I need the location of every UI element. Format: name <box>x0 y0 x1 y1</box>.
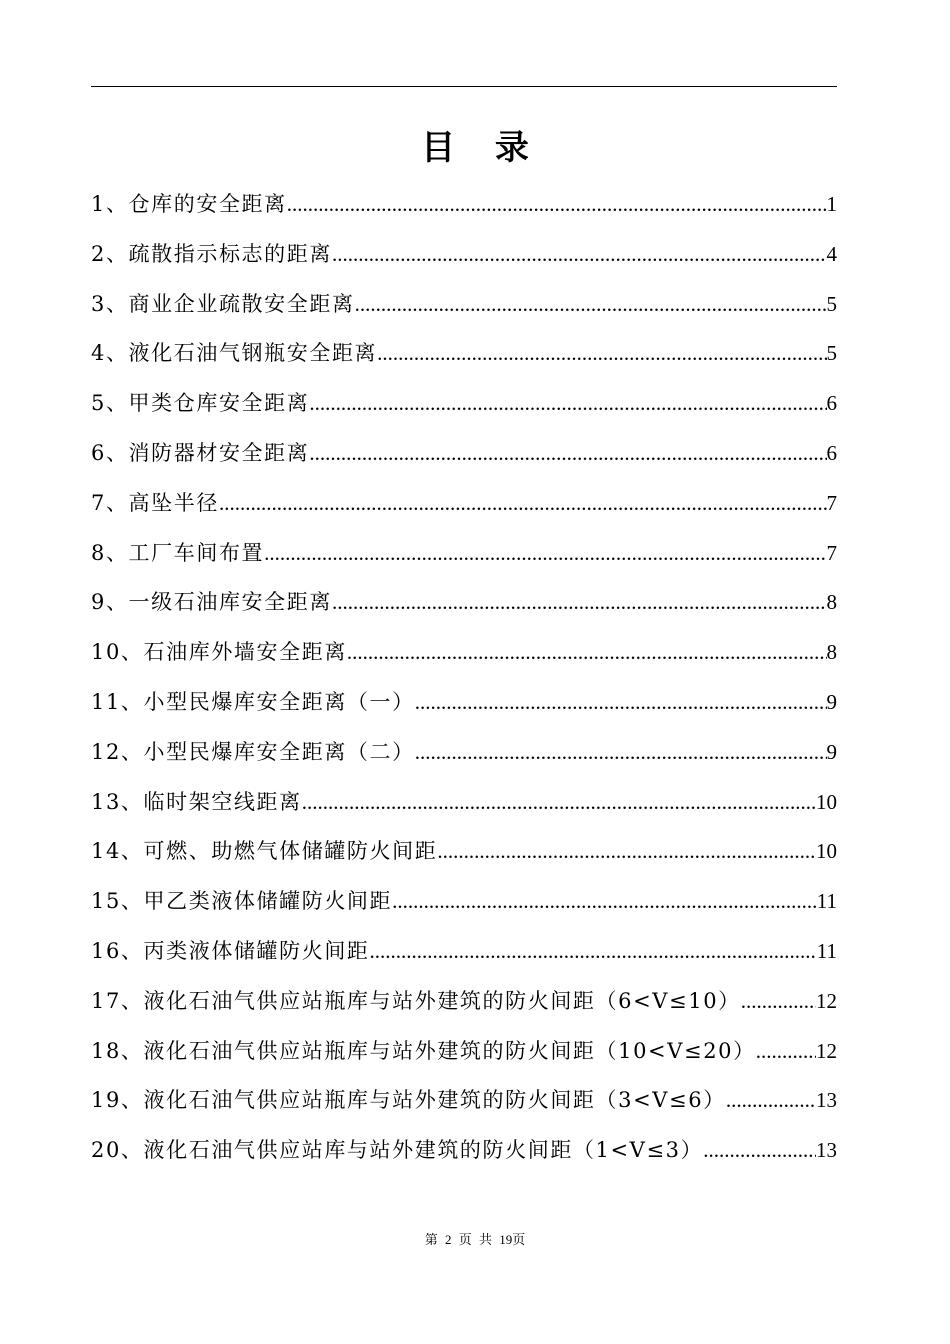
toc-dot-leader <box>302 778 816 828</box>
toc-entry-text: 11、小型民爆库安全距离（一） <box>91 689 415 714</box>
toc-entry[interactable] <box>91 628 837 678</box>
toc-entry-text: 10、石油库外墙安全距离 <box>91 640 347 665</box>
toc-dot-leader <box>264 529 826 579</box>
toc-dot-leader <box>756 1027 816 1077</box>
toc-entry-text: 20、液化石油气供应站库与站外建筑的防火间距（1<V≤3） <box>91 1138 704 1163</box>
toc-entry-text: 6、消防器材安全距离 <box>91 440 310 465</box>
toc-entry-text: 8、工厂车间布置 <box>91 540 265 565</box>
toc-dot-leader <box>415 678 827 728</box>
toc-entry-page: 9 <box>826 689 837 714</box>
toc-entry-page: 6 <box>826 391 837 416</box>
toc-entry-page: 13 <box>816 1088 837 1113</box>
toc-entry-page: 10 <box>816 789 837 814</box>
toc-entry-page: 12 <box>816 988 837 1013</box>
toc-entry-text: 9、一级石油库安全距离 <box>91 590 332 615</box>
toc-entry-text: 14、可燃、助燃气体储罐防火间距 <box>91 839 438 864</box>
toc-entry[interactable] <box>91 280 837 330</box>
toc-entry-text: 15、甲乙类液体储罐防火间距 <box>91 889 393 914</box>
toc-entry-page: 8 <box>826 640 837 665</box>
toc-entry[interactable] <box>91 479 837 529</box>
toc-entry[interactable] <box>91 1126 837 1176</box>
toc-entry-page: 8 <box>826 590 837 615</box>
toc-entry-text: 18、液化石油气供应站瓶库与站外建筑的防火间距（10<V≤20） <box>91 1038 756 1063</box>
toc-entry[interactable] <box>91 1076 837 1126</box>
toc-entry-text: 7、高坠半径 <box>91 490 219 515</box>
toc-dot-leader <box>415 728 827 778</box>
toc-entry[interactable] <box>91 728 837 778</box>
toc-entry-page: 1 <box>826 192 837 216</box>
toc-entry[interactable] <box>91 578 837 628</box>
toc-entry[interactable] <box>91 877 837 927</box>
toc-entry-text: 4、液化石油气钢瓶安全距离 <box>91 341 378 366</box>
toc-dot-leader <box>741 977 816 1027</box>
toc-entry-page: 10 <box>816 839 837 864</box>
toc-entry-page: 12 <box>816 1038 837 1063</box>
toc-entry[interactable] <box>91 827 837 877</box>
toc-entry-text: 19、液化石油气供应站瓶库与站外建筑的防火间距（3<V≤6） <box>91 1088 726 1113</box>
toc-entry-page: 4 <box>826 241 837 266</box>
toc-entry-page: 11 <box>816 938 837 963</box>
toc-entry-text: 1、仓库的安全距离 <box>91 192 287 216</box>
toc-dot-leader <box>437 827 816 877</box>
toc-entry[interactable] <box>91 1027 837 1077</box>
toc-entry-page: 9 <box>826 739 837 764</box>
toc-entry-page: 5 <box>826 291 837 316</box>
toc-dot-leader <box>703 1126 816 1176</box>
toc-entry[interactable] <box>91 778 837 828</box>
toc-entry-text: 2、疏散指示标志的距离 <box>91 241 332 266</box>
toc-title: 目 录 <box>421 128 543 168</box>
toc-entry-text: 3、商业企业疏散安全距离 <box>91 291 355 316</box>
toc-entry[interactable] <box>91 529 837 579</box>
toc-list <box>91 180 837 1176</box>
toc-entry[interactable] <box>91 678 837 728</box>
toc-entry-text: 16、丙类液体储罐防火间距 <box>91 938 370 963</box>
toc-dot-leader <box>377 329 826 379</box>
header-rule <box>91 86 837 87</box>
toc-dot-leader <box>309 379 826 429</box>
toc-dot-leader <box>726 1076 816 1126</box>
toc-entry[interactable] <box>91 977 837 1027</box>
toc-entry[interactable] <box>91 329 837 379</box>
toc-entry-page: 7 <box>826 490 837 515</box>
toc-dot-leader <box>347 628 827 678</box>
toc-dot-leader <box>287 180 827 230</box>
toc-entry[interactable] <box>91 230 837 280</box>
toc-entry-text: 13、临时架空线距离 <box>91 789 302 814</box>
toc-entry[interactable] <box>91 379 837 429</box>
toc-dot-leader <box>309 429 826 479</box>
toc-dot-leader <box>332 230 827 280</box>
page-footer: 第 2 页 共 19页 <box>424 1232 526 1247</box>
toc-entry-page: 13 <box>816 1138 837 1163</box>
toc-dot-leader <box>332 578 827 628</box>
toc-entry-text: 5、甲类仓库安全距离 <box>91 391 310 416</box>
toc-entry-text: 12、小型民爆库安全距离（二） <box>91 739 415 764</box>
toc-entry[interactable] <box>91 927 837 977</box>
toc-entry-text: 17、液化石油气供应站瓶库与站外建筑的防火间距（6<V≤10） <box>91 988 741 1013</box>
toc-entry[interactable] <box>91 180 837 230</box>
toc-entry[interactable] <box>91 429 837 479</box>
toc-dot-leader <box>392 877 817 927</box>
toc-entry-page: 7 <box>826 540 837 565</box>
toc-dot-leader <box>355 280 827 330</box>
toc-dot-leader <box>370 927 817 977</box>
toc-entry-page: 5 <box>826 341 837 366</box>
toc-entry-page: 6 <box>826 440 837 465</box>
toc-entry-page: 11 <box>816 889 837 914</box>
toc-dot-leader <box>219 479 827 529</box>
